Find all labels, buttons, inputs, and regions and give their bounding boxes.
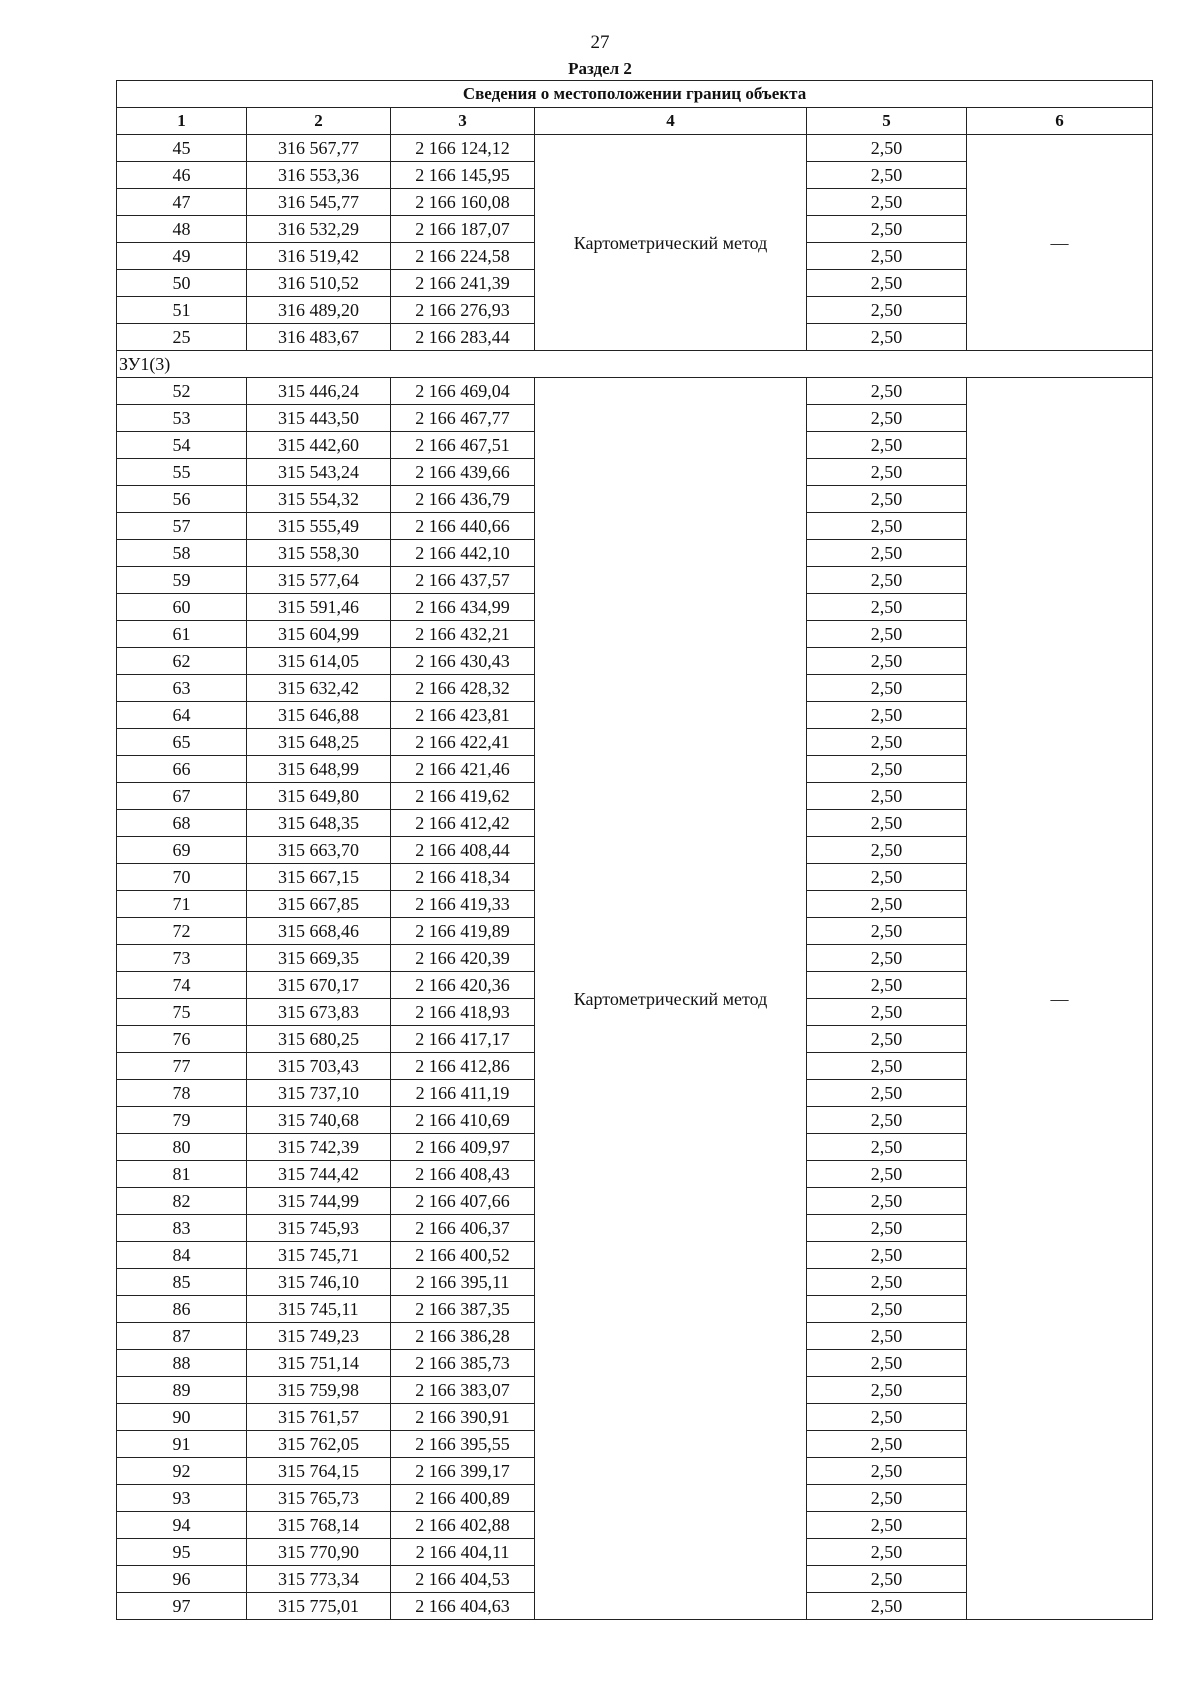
accuracy-cell: 2,50	[807, 1215, 967, 1242]
accuracy-cell: 2,50	[807, 1242, 967, 1269]
x-coordinate-cell: 315 667,85	[247, 891, 391, 918]
group-row	[117, 351, 1153, 378]
accuracy-cell: 2,50	[807, 1377, 967, 1404]
y-coordinate-cell: 2 166 467,51	[391, 432, 535, 459]
accuracy-cell: 2,50	[807, 1134, 967, 1161]
x-coordinate-cell: 315 761,57	[247, 1404, 391, 1431]
point-number-cell: 82	[117, 1188, 247, 1215]
x-coordinate-cell: 316 545,77	[247, 189, 391, 216]
accuracy-cell: 2,50	[807, 162, 967, 189]
y-coordinate-cell: 2 166 241,39	[391, 270, 535, 297]
accuracy-cell: 2,50	[807, 243, 967, 270]
x-coordinate-cell: 315 669,35	[247, 945, 391, 972]
y-coordinate-cell: 2 166 224,58	[391, 243, 535, 270]
accuracy-cell: 2,50	[807, 1512, 967, 1539]
y-coordinate-cell: 2 166 390,91	[391, 1404, 535, 1431]
accuracy-cell: 2,50	[807, 972, 967, 999]
point-number-cell: 45	[117, 135, 247, 162]
point-number-cell: 77	[117, 1053, 247, 1080]
accuracy-cell: 2,50	[807, 837, 967, 864]
column-header: 3	[391, 108, 535, 135]
accuracy-cell: 2,50	[807, 189, 967, 216]
x-coordinate-cell: 315 765,73	[247, 1485, 391, 1512]
y-coordinate-cell: 2 166 469,04	[391, 378, 535, 405]
y-coordinate-cell: 2 166 419,33	[391, 891, 535, 918]
x-coordinate-cell: 315 577,64	[247, 567, 391, 594]
x-coordinate-cell: 315 745,71	[247, 1242, 391, 1269]
y-coordinate-cell: 2 166 420,39	[391, 945, 535, 972]
x-coordinate-cell: 316 553,36	[247, 162, 391, 189]
y-coordinate-cell: 2 166 160,08	[391, 189, 535, 216]
point-number-cell: 55	[117, 459, 247, 486]
accuracy-cell: 2,50	[807, 621, 967, 648]
y-coordinate-cell: 2 166 437,57	[391, 567, 535, 594]
page-number: 27	[590, 32, 610, 53]
accuracy-cell: 2,50	[807, 1053, 967, 1080]
point-number-cell: 73	[117, 945, 247, 972]
x-coordinate-cell: 316 532,29	[247, 216, 391, 243]
x-coordinate-cell: 315 614,05	[247, 648, 391, 675]
x-coordinate-cell: 315 443,50	[247, 405, 391, 432]
accuracy-cell: 2,50	[807, 810, 967, 837]
x-coordinate-cell: 315 446,24	[247, 378, 391, 405]
accuracy-cell: 2,50	[807, 783, 967, 810]
point-number-cell: 81	[117, 1161, 247, 1188]
accuracy-cell: 2,50	[807, 999, 967, 1026]
y-coordinate-cell: 2 166 420,36	[391, 972, 535, 999]
y-coordinate-cell: 2 166 423,81	[391, 702, 535, 729]
y-coordinate-cell: 2 166 419,89	[391, 918, 535, 945]
point-number-cell: 25	[117, 324, 247, 351]
x-coordinate-cell: 315 646,88	[247, 702, 391, 729]
y-coordinate-cell: 2 166 386,28	[391, 1323, 535, 1350]
boundary-table	[116, 80, 1153, 1620]
accuracy-cell: 2,50	[807, 1296, 967, 1323]
y-coordinate-cell: 2 166 439,66	[391, 459, 535, 486]
y-coordinate-cell: 2 166 442,10	[391, 540, 535, 567]
point-number-cell: 47	[117, 189, 247, 216]
point-number-cell: 96	[117, 1566, 247, 1593]
x-coordinate-cell: 315 670,17	[247, 972, 391, 999]
point-number-cell: 78	[117, 1080, 247, 1107]
accuracy-cell: 2,50	[807, 1566, 967, 1593]
accuracy-cell: 2,50	[807, 756, 967, 783]
table-body	[117, 135, 1153, 1620]
y-coordinate-cell: 2 166 434,99	[391, 594, 535, 621]
x-coordinate-cell: 315 632,42	[247, 675, 391, 702]
accuracy-cell: 2,50	[807, 216, 967, 243]
y-coordinate-cell: 2 166 399,17	[391, 1458, 535, 1485]
point-number-cell: 51	[117, 297, 247, 324]
accuracy-cell: 2,50	[807, 1350, 967, 1377]
x-coordinate-cell: 316 510,52	[247, 270, 391, 297]
x-coordinate-cell: 315 554,32	[247, 486, 391, 513]
x-coordinate-cell: 315 673,83	[247, 999, 391, 1026]
accuracy-cell: 2,50	[807, 135, 967, 162]
x-coordinate-cell: 316 483,67	[247, 324, 391, 351]
y-coordinate-cell: 2 166 276,93	[391, 297, 535, 324]
point-number-cell: 63	[117, 675, 247, 702]
x-coordinate-cell: 315 663,70	[247, 837, 391, 864]
y-coordinate-cell: 2 166 283,44	[391, 324, 535, 351]
point-number-cell: 50	[117, 270, 247, 297]
x-coordinate-cell: 315 703,43	[247, 1053, 391, 1080]
point-number-cell: 69	[117, 837, 247, 864]
point-number-cell: 89	[117, 1377, 247, 1404]
y-coordinate-cell: 2 166 408,44	[391, 837, 535, 864]
point-number-cell: 93	[117, 1485, 247, 1512]
y-coordinate-cell: 2 166 411,19	[391, 1080, 535, 1107]
point-number-cell: 58	[117, 540, 247, 567]
method-cell: Картометрический метод	[535, 135, 807, 351]
point-number-cell: 95	[117, 1539, 247, 1566]
table-row	[117, 135, 1153, 162]
y-coordinate-cell: 2 166 410,69	[391, 1107, 535, 1134]
point-number-cell: 84	[117, 1242, 247, 1269]
x-coordinate-cell: 316 489,20	[247, 297, 391, 324]
point-number-cell: 54	[117, 432, 247, 459]
point-number-cell: 90	[117, 1404, 247, 1431]
y-coordinate-cell: 2 166 412,86	[391, 1053, 535, 1080]
point-number-cell: 48	[117, 216, 247, 243]
column-header: 4	[535, 108, 807, 135]
y-coordinate-cell: 2 166 409,97	[391, 1134, 535, 1161]
accuracy-cell: 2,50	[807, 513, 967, 540]
accuracy-cell: 2,50	[807, 459, 967, 486]
y-coordinate-cell: 2 166 407,66	[391, 1188, 535, 1215]
y-coordinate-cell: 2 166 124,12	[391, 135, 535, 162]
x-coordinate-cell: 315 740,68	[247, 1107, 391, 1134]
y-coordinate-cell: 2 166 417,17	[391, 1026, 535, 1053]
accuracy-cell: 2,50	[807, 405, 967, 432]
x-coordinate-cell: 315 762,05	[247, 1431, 391, 1458]
point-number-cell: 97	[117, 1593, 247, 1620]
accuracy-cell: 2,50	[807, 1026, 967, 1053]
accuracy-cell: 2,50	[807, 1485, 967, 1512]
accuracy-cell: 2,50	[807, 945, 967, 972]
y-coordinate-cell: 2 166 387,35	[391, 1296, 535, 1323]
y-coordinate-cell: 2 166 385,73	[391, 1350, 535, 1377]
method-cell: Картометрический метод	[535, 378, 807, 1620]
x-coordinate-cell: 315 744,42	[247, 1161, 391, 1188]
accuracy-cell: 2,50	[807, 486, 967, 513]
point-number-cell: 85	[117, 1269, 247, 1296]
y-coordinate-cell: 2 166 404,63	[391, 1593, 535, 1620]
point-number-cell: 64	[117, 702, 247, 729]
x-coordinate-cell: 315 745,11	[247, 1296, 391, 1323]
point-number-cell: 88	[117, 1350, 247, 1377]
x-coordinate-cell: 315 737,10	[247, 1080, 391, 1107]
accuracy-cell: 2,50	[807, 702, 967, 729]
point-number-cell: 53	[117, 405, 247, 432]
point-number-cell: 61	[117, 621, 247, 648]
accuracy-cell: 2,50	[807, 675, 967, 702]
x-coordinate-cell: 315 648,35	[247, 810, 391, 837]
table-title-row	[117, 81, 1153, 108]
accuracy-cell: 2,50	[807, 648, 967, 675]
y-coordinate-cell: 2 166 430,43	[391, 648, 535, 675]
accuracy-cell: 2,50	[807, 297, 967, 324]
point-number-cell: 68	[117, 810, 247, 837]
y-coordinate-cell: 2 166 428,32	[391, 675, 535, 702]
accuracy-cell: 2,50	[807, 1188, 967, 1215]
point-number-cell: 52	[117, 378, 247, 405]
x-coordinate-cell: 315 759,98	[247, 1377, 391, 1404]
point-number-cell: 67	[117, 783, 247, 810]
y-coordinate-cell: 2 166 440,66	[391, 513, 535, 540]
point-number-cell: 66	[117, 756, 247, 783]
y-coordinate-cell: 2 166 418,34	[391, 864, 535, 891]
table-row	[117, 378, 1153, 405]
point-number-cell: 86	[117, 1296, 247, 1323]
point-number-cell: 62	[117, 648, 247, 675]
x-coordinate-cell: 315 770,90	[247, 1539, 391, 1566]
accuracy-cell: 2,50	[807, 1404, 967, 1431]
accuracy-cell: 2,50	[807, 1431, 967, 1458]
accuracy-cell: 2,50	[807, 1080, 967, 1107]
y-coordinate-cell: 2 166 421,46	[391, 756, 535, 783]
x-coordinate-cell: 315 648,25	[247, 729, 391, 756]
point-number-cell: 87	[117, 1323, 247, 1350]
column-header-row	[117, 108, 1153, 135]
y-coordinate-cell: 2 166 467,77	[391, 405, 535, 432]
x-coordinate-cell: 315 667,15	[247, 864, 391, 891]
point-number-cell: 60	[117, 594, 247, 621]
accuracy-cell: 2,50	[807, 270, 967, 297]
point-number-cell: 59	[117, 567, 247, 594]
column-header: 6	[967, 108, 1153, 135]
x-coordinate-cell: 315 543,24	[247, 459, 391, 486]
y-coordinate-cell: 2 166 404,11	[391, 1539, 535, 1566]
accuracy-cell: 2,50	[807, 1458, 967, 1485]
accuracy-cell: 2,50	[807, 1593, 967, 1620]
point-number-cell: 92	[117, 1458, 247, 1485]
accuracy-cell: 2,50	[807, 540, 967, 567]
accuracy-cell: 2,50	[807, 729, 967, 756]
point-number-cell: 49	[117, 243, 247, 270]
point-number-cell: 46	[117, 162, 247, 189]
y-coordinate-cell: 2 166 436,79	[391, 486, 535, 513]
x-coordinate-cell: 315 555,49	[247, 513, 391, 540]
x-coordinate-cell: 315 558,30	[247, 540, 391, 567]
x-coordinate-cell: 315 768,14	[247, 1512, 391, 1539]
point-number-cell: 72	[117, 918, 247, 945]
y-coordinate-cell: 2 166 412,42	[391, 810, 535, 837]
point-number-cell: 57	[117, 513, 247, 540]
accuracy-cell: 2,50	[807, 1539, 967, 1566]
x-coordinate-cell: 315 442,60	[247, 432, 391, 459]
section-title: Раздел 2	[568, 59, 632, 78]
accuracy-cell: 2,50	[807, 1161, 967, 1188]
point-number-cell: 74	[117, 972, 247, 999]
y-coordinate-cell: 2 166 418,93	[391, 999, 535, 1026]
y-coordinate-cell: 2 166 406,37	[391, 1215, 535, 1242]
y-coordinate-cell: 2 166 422,41	[391, 729, 535, 756]
y-coordinate-cell: 2 166 402,88	[391, 1512, 535, 1539]
accuracy-cell: 2,50	[807, 864, 967, 891]
x-coordinate-cell: 315 648,99	[247, 756, 391, 783]
y-coordinate-cell: 2 166 187,07	[391, 216, 535, 243]
accuracy-cell: 2,50	[807, 918, 967, 945]
y-coordinate-cell: 2 166 395,55	[391, 1431, 535, 1458]
column-6-cell: —	[967, 135, 1153, 351]
point-number-cell: 76	[117, 1026, 247, 1053]
y-coordinate-cell: 2 166 400,89	[391, 1485, 535, 1512]
x-coordinate-cell: 315 745,93	[247, 1215, 391, 1242]
point-number-cell: 80	[117, 1134, 247, 1161]
column-header: 1	[117, 108, 247, 135]
point-number-cell: 56	[117, 486, 247, 513]
point-number-cell: 71	[117, 891, 247, 918]
y-coordinate-cell: 2 166 432,21	[391, 621, 535, 648]
y-coordinate-cell: 2 166 395,11	[391, 1269, 535, 1296]
y-coordinate-cell: 2 166 404,53	[391, 1566, 535, 1593]
accuracy-cell: 2,50	[807, 891, 967, 918]
column-header: 2	[247, 108, 391, 135]
x-coordinate-cell: 315 764,15	[247, 1458, 391, 1485]
accuracy-cell: 2,50	[807, 378, 967, 405]
accuracy-cell: 2,50	[807, 1107, 967, 1134]
accuracy-cell: 2,50	[807, 567, 967, 594]
x-coordinate-cell: 315 591,46	[247, 594, 391, 621]
column-header: 5	[807, 108, 967, 135]
point-number-cell: 65	[117, 729, 247, 756]
point-number-cell: 70	[117, 864, 247, 891]
x-coordinate-cell: 316 519,42	[247, 243, 391, 270]
x-coordinate-cell: 315 773,34	[247, 1566, 391, 1593]
x-coordinate-cell: 315 604,99	[247, 621, 391, 648]
x-coordinate-cell: 315 775,01	[247, 1593, 391, 1620]
y-coordinate-cell: 2 166 383,07	[391, 1377, 535, 1404]
x-coordinate-cell: 315 749,23	[247, 1323, 391, 1350]
point-number-cell: 83	[117, 1215, 247, 1242]
point-number-cell: 94	[117, 1512, 247, 1539]
x-coordinate-cell: 315 649,80	[247, 783, 391, 810]
point-number-cell: 79	[117, 1107, 247, 1134]
accuracy-cell: 2,50	[807, 324, 967, 351]
y-coordinate-cell: 2 166 400,52	[391, 1242, 535, 1269]
x-coordinate-cell: 315 668,46	[247, 918, 391, 945]
point-number-cell: 91	[117, 1431, 247, 1458]
y-coordinate-cell: 2 166 419,62	[391, 783, 535, 810]
point-number-cell: 75	[117, 999, 247, 1026]
accuracy-cell: 2,50	[807, 1269, 967, 1296]
accuracy-cell: 2,50	[807, 1323, 967, 1350]
accuracy-cell: 2,50	[807, 432, 967, 459]
x-coordinate-cell: 315 680,25	[247, 1026, 391, 1053]
x-coordinate-cell: 315 742,39	[247, 1134, 391, 1161]
x-coordinate-cell: 315 746,10	[247, 1269, 391, 1296]
y-coordinate-cell: 2 166 408,43	[391, 1161, 535, 1188]
x-coordinate-cell: 316 567,77	[247, 135, 391, 162]
accuracy-cell: 2,50	[807, 594, 967, 621]
group-label: ЗУ1(3)	[117, 351, 1153, 378]
y-coordinate-cell: 2 166 145,95	[391, 162, 535, 189]
x-coordinate-cell: 315 744,99	[247, 1188, 391, 1215]
x-coordinate-cell: 315 751,14	[247, 1350, 391, 1377]
table-title: Сведения о местоположении границ объекта	[117, 81, 1153, 108]
column-6-cell: —	[967, 378, 1153, 1620]
